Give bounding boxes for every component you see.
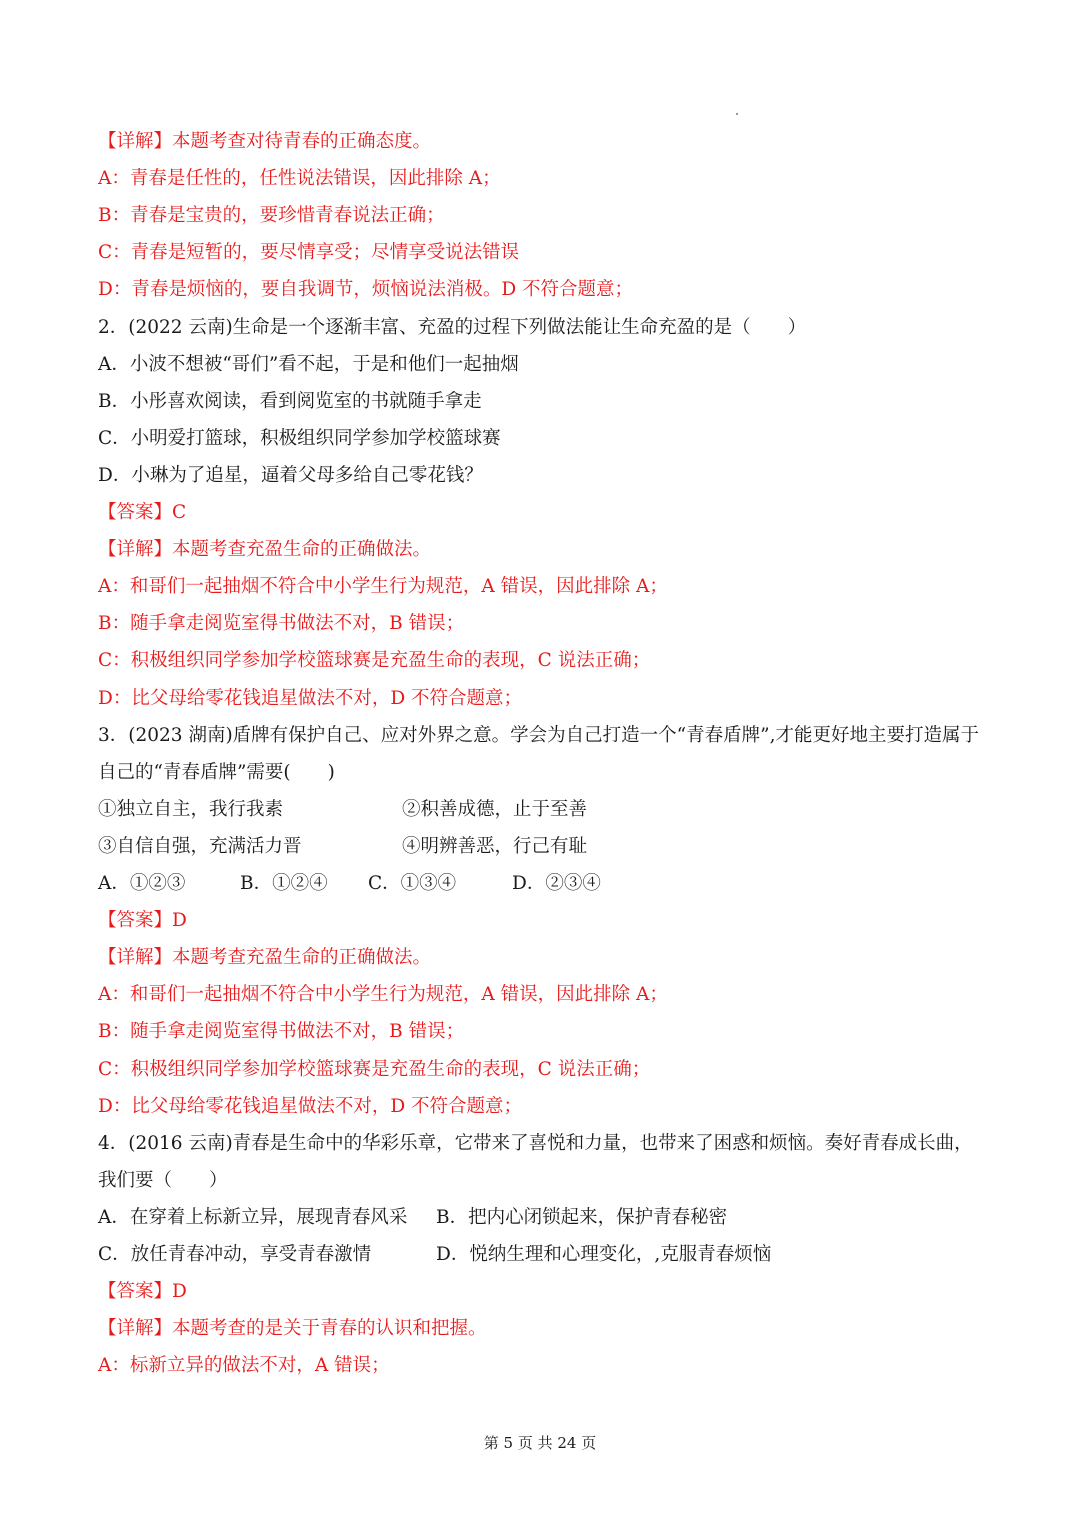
text-line: A：和哥们一起抽烟不符合中小学生行为规范，A 错误，因此排除 A； xyxy=(98,576,668,598)
text-line: 2．(2022 云南)生命是一个逐渐丰富、充盈的过程下列做法能让生命充盈的是（ ） xyxy=(98,316,807,338)
text-line: 【答案】D xyxy=(98,910,187,932)
choice-text: A．①②③ xyxy=(98,873,186,894)
text-line: A：青春是任性的，任性说法错误，因此排除 A； xyxy=(98,168,501,190)
text-line: 【详解】本题考查充盈生命的正确做法。 xyxy=(98,947,432,969)
text-line: 4．(2016 云南)青春是生命中的华彩乐章，它带来了喜悦和力量，也带来了困惑和烦恼。奏好青春成长曲， xyxy=(98,1132,973,1154)
text-line: C．小明爱打篮球，积极组织同学参加学校篮球赛 xyxy=(98,427,501,449)
text-line: 【详解】本题考查的是关于青春的认识和把握。 xyxy=(98,1318,487,1340)
option-text: ④明辨善恶，行己有耻 xyxy=(402,835,588,857)
option-text: A．在穿着上标新立异，展现青春风采 xyxy=(98,1206,408,1228)
choice-text: D．②③④ xyxy=(512,873,601,894)
page-footer: 第 5 页 共 24 页 xyxy=(483,1434,597,1452)
text-line: B．小彤喜欢阅读，看到阅览室的书就随手拿走 xyxy=(98,390,482,412)
text-line: D．小琳为了追星，逼着父母多给自己零花钱？ xyxy=(98,464,483,486)
text-line: D：青春是烦恼的，要自我调节，烦恼说法消极。D 不符合题意； xyxy=(98,279,634,301)
text-line: 【详解】本题考查充盈生命的正确做法。 xyxy=(98,539,432,561)
text-line: B：随手拿走阅览室得书做法不对，B 错误； xyxy=(98,613,465,635)
choices-row xyxy=(98,865,978,902)
text-line: C：青春是短暂的，要尽情享受；尽情享受说法错误 xyxy=(98,242,520,264)
text-line: A：标新立异的做法不对，A 错误； xyxy=(98,1355,390,1377)
text-line: C：积极组织同学参加学校篮球赛是充盈生命的表现，C 说法正确； xyxy=(98,650,651,672)
option-text: ①独立自主，我行我素 xyxy=(98,798,284,820)
text-line: A．小波不想被“哥们”看不起，于是和他们一起抽烟 xyxy=(98,353,519,375)
text-line: D：比父母给零花钱追星做法不对，D 不符合题意； xyxy=(98,687,523,709)
text-line: 我们要（ ） xyxy=(98,1169,228,1191)
text-line: 自己的“青春盾牌”需要( ) xyxy=(98,761,335,783)
text-line: C：积极组织同学参加学校篮球赛是充盈生命的表现，C 说法正确； xyxy=(98,1058,651,1080)
text-line: 【答案】C xyxy=(98,502,187,523)
choice-text: B．①②④ xyxy=(240,873,328,894)
text-line: 【答案】D xyxy=(98,1281,187,1303)
text-line: B：青春是宝贵的，要珍惜青春说法正确； xyxy=(98,205,445,227)
text-line: 【详解】本题考查对待青春的正确态度。 xyxy=(98,131,432,152)
options-row xyxy=(98,828,978,865)
text-line: 3．(2023 湖南)盾牌有保护自己、应对外界之意。学会为自己打造一个“青春盾牌”,才能更好地主要打造属于 xyxy=(98,724,979,746)
option-text: ③自信自强，充满活力晋 xyxy=(98,835,302,857)
choice-text: C．①③④ xyxy=(368,873,457,894)
text-line: D：比父母给零花钱追星做法不对，D 不符合题意； xyxy=(98,1095,523,1117)
options-row xyxy=(98,1236,978,1273)
text-line: A：和哥们一起抽烟不符合中小学生行为规范，A 错误，因此排除 A； xyxy=(98,984,668,1006)
option-text: B．把内心闭锁起来，保护青春秘密 xyxy=(436,1206,728,1228)
scan-dot xyxy=(736,113,738,115)
text-line: B：随手拿走阅览室得书做法不对，B 错误； xyxy=(98,1021,465,1043)
option-text: C．放任青春冲动，享受青春激情 xyxy=(98,1244,372,1265)
option-text: D．悦纳生理和心理变化，,克服青春烦恼 xyxy=(436,1244,772,1265)
option-text: ②积善成德，止于至善 xyxy=(402,798,588,820)
options-row xyxy=(98,791,978,828)
options-row xyxy=(98,1199,978,1236)
